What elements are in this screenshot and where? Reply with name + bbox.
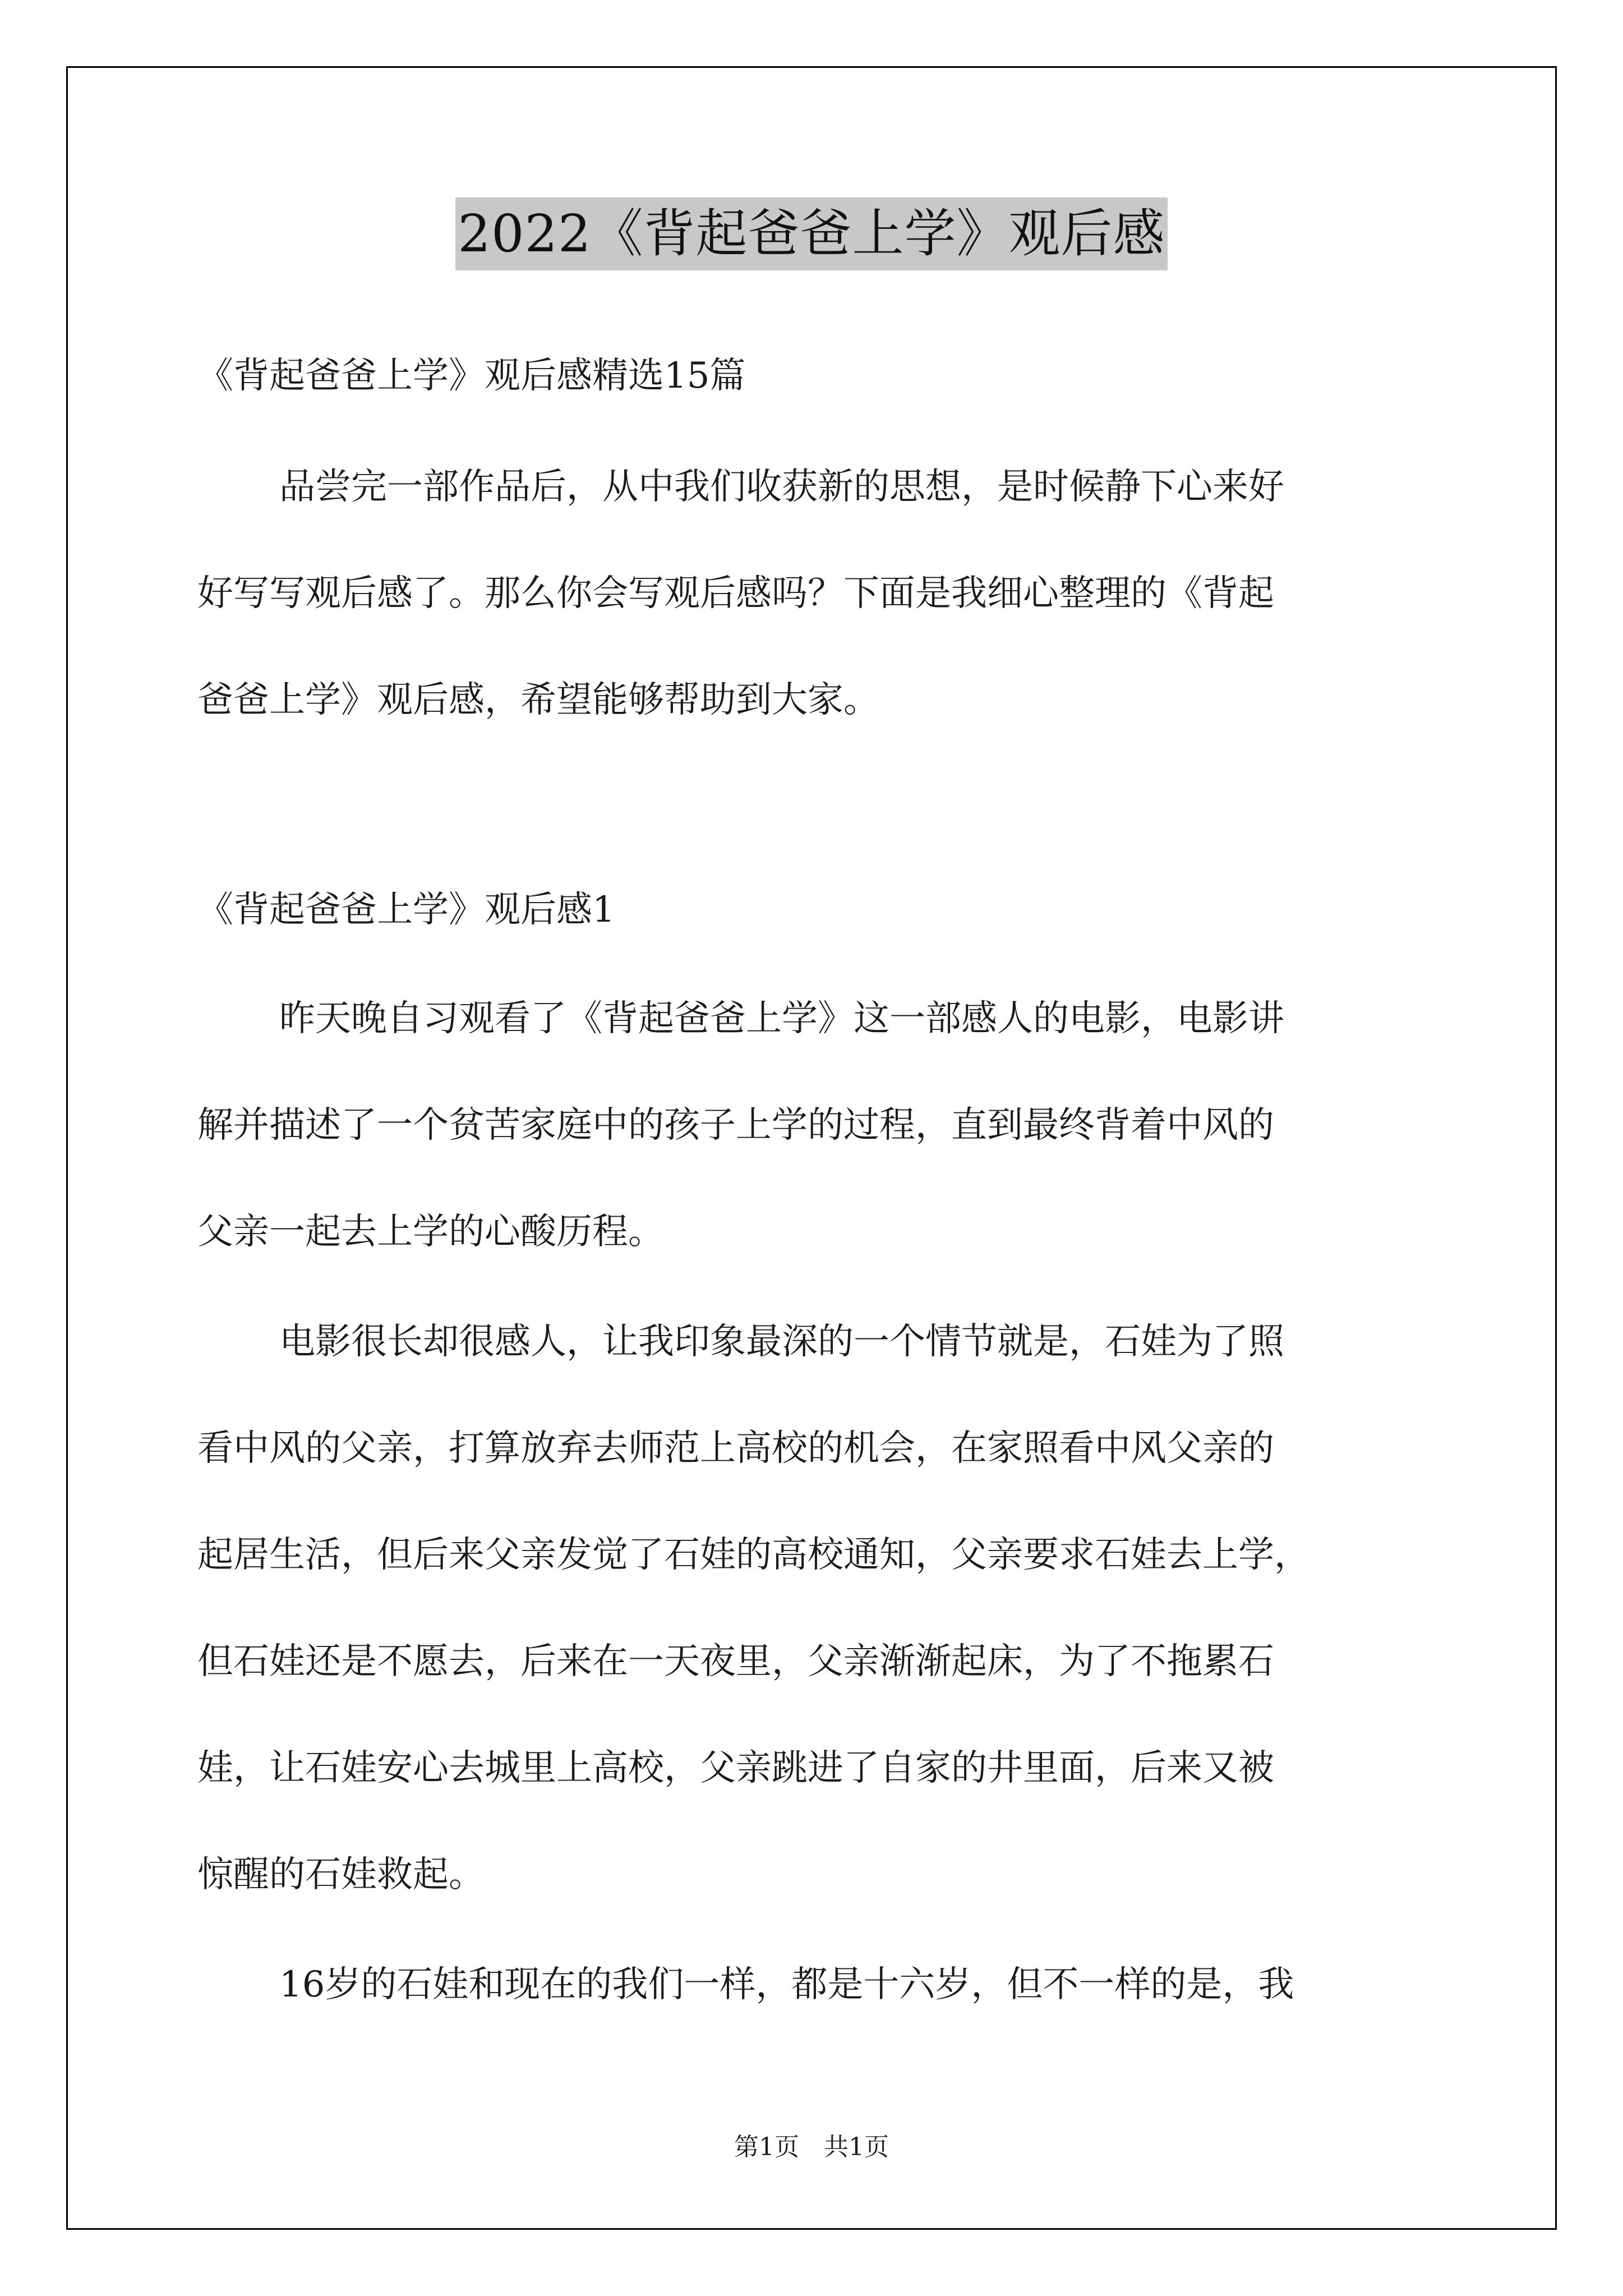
paragraph-line: 16岁的石娃和现在的我们一样，都是十六岁，但不一样的是，我 [279, 1964, 1294, 2005]
section-heading: 《背起爸爸上学》观后感1 [197, 889, 615, 931]
paragraph-line: 解并描述了一个贫苦家庭中的孩子上学的过程，直到最终背着中风的 [197, 1105, 1274, 1146]
subtitle: 《背起爸爸上学》观后感精选15篇 [197, 355, 746, 397]
paragraph-line: 起居生活，但后来父亲发觉了石娃的高校通知，父亲要求石娃去上学， [197, 1534, 1310, 1576]
paragraph-line: 电影很长却很感人，让我印象最深的一个情节就是，石娃为了照 [279, 1321, 1284, 1363]
paragraph-line: 昨天晚自习观看了《背起爸爸上学》这一部感人的电影，电影讲 [279, 998, 1284, 1039]
paragraph-line: 看中风的父亲，打算放弃去师范上高校的机会，在家照看中风父亲的 [197, 1428, 1274, 1469]
intro-line: 爸爸上学》观后感，希望能够帮助到大家。 [197, 679, 879, 721]
document-title: 2022《背起爸爸上学》观后感 [455, 197, 1167, 270]
paragraph-line: 但石娃还是不愿去，后来在一天夜里，父亲渐渐起床，为了不拖累石 [197, 1641, 1274, 1682]
paragraph-line: 惊醒的石娃救起。 [197, 1854, 485, 1895]
paragraph-line: 娃，让石娃安心去城里上高校，父亲跳进了自家的井里面，后来又被 [197, 1747, 1274, 1789]
paragraph-line: 父亲一起去上学的心酸历程。 [197, 1211, 664, 1253]
title-container [0, 197, 1623, 270]
intro-line: 品尝完一部作品后，从中我们收获新的思想，是时候静下心来好 [279, 466, 1284, 508]
page-footer: 第1页 共1页 [734, 2133, 889, 2161]
intro-line: 好写写观后感了。那么你会写观后感吗？下面是我细心整理的《背起 [197, 573, 1274, 614]
